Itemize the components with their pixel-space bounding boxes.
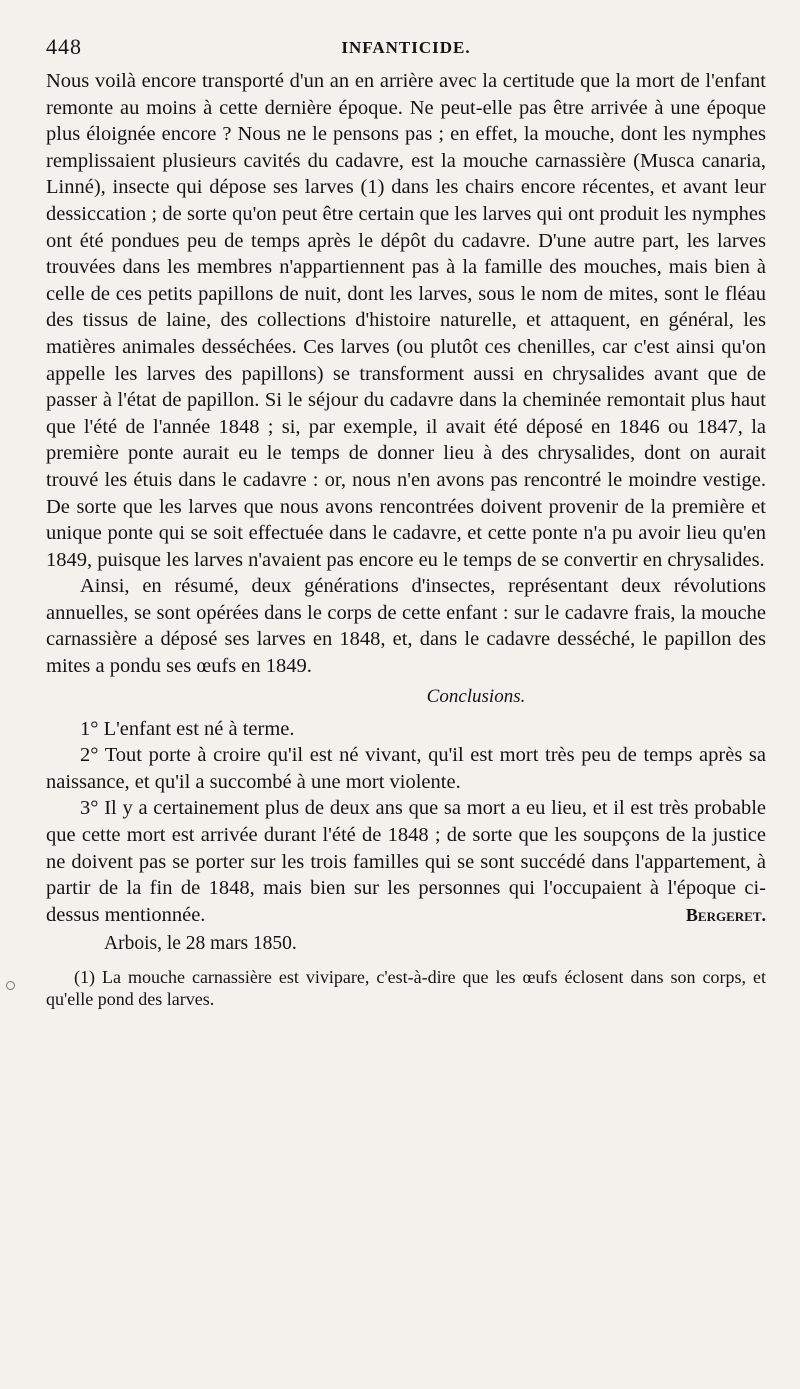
place-date: Arbois, le 28 mars 1850. xyxy=(104,933,297,955)
section-heading: Conclusions. xyxy=(426,685,526,707)
page-header xyxy=(46,34,766,68)
margin-mark xyxy=(6,981,15,990)
paragraph-2: Ainsi, en résumé, deux générations d'insectes, représentant deux révolutions annuelles, se sont opérées dans le corps de cette enfant : sur le cadavre frais, la mouche carnassière a déposé ses larves en 1848, et, dans le cadavre desséché, le papillon des mites a pondu ses œufs en 1849. xyxy=(46,575,766,678)
conclusion-1: 1° L'enfant est né à terme. xyxy=(80,717,295,740)
conclusion-2: 2° Tout porte à croire qu'il est né vivant, qu'il est mort très peu de temps après sa naissance, et qu'il a succombé à une mort violente. xyxy=(46,744,766,793)
conclusion-3 xyxy=(46,795,766,928)
paragraph-1: Nous voilà encore transporté d'un an en arrière avec la certitude que la mort de l'enfant remonte au moins à cette dernière époque. Ne peut-elle pas être arrivée à une époque plus éloignée encore ? Nous ne le pensons pas ; en effet, la mouche, dont les nymphes remplissaient plusieurs cavités du cadavre, est la mouche carnassière (Musca canaria, Linné), insecte qui dépose ses larves (1) dans les chairs encore récentes, et avant leur dessiccation ; de sorte qu'on peut être certain que les larves qui ont produit les nymphes ont été pondues peu de temps après le dépôt du cadavre. D'une autre part, les larves trouvées dans les membres n'appartiennent pas à la famille des mouches, mais bien à celle de ces petits papillons de nuit, dont les larves, sous le nom de mites, sont le fléau des tissus de laine, des collections d'histoire naturelle, et attaquent, en général, les matières animales desséchées. Ces larves (ou plutôt ces chenilles, car c'est ainsi qu'on appelle les larves des papillons) se transforment aussi en chrysalides avant que de passer à l'état de papillon. Si le séjour du cadavre dans la cheminée remontait plus haut que l'été de l'année 1848 ; si, par exemple, il avait été déposé en 1846 ou 1847, la première ponte aurait eu le temps de donner lieu à des chrysalides, dont on aurait trouvé les étuis dans le cadavre : or, nous n'en avons pas rencontré le moindre vestige. De sorte que les larves que nous avons rencontrées doivent provenir de la première et unique ponte qui se soit effectuée dans le cadavre, et cette ponte n'a pu avoir lieu qu'en 1849, puisque les larves n'avaient pas encore eu le temps de se convertir en chrysalides. xyxy=(46,70,766,571)
running-title: INFANTICIDE. xyxy=(341,38,471,57)
page-number: 448 xyxy=(46,34,82,59)
conclusion-3-text: 3° Il y a certainement plus de deux ans que sa mort a eu lieu, et il est très probable que cette mort est arrivée durant l'été de 1848 ; de sorte que les soupçons de la justice ne doivent pas se porter sur les trois familles qui se sont succédé dans l'appartement, à partir de la fin de 1848, mais bien sur les personnes qui l'occupaient à l'époque ci-dessus mentionnée. xyxy=(46,797,766,926)
footnote: (1) La mouche carnassière est vivipare, c'est-à-dire que les œufs éclosent dans son corps, et qu'elle pond des larves. xyxy=(46,967,766,1010)
body-text xyxy=(46,68,766,928)
author-signature: Bergeret. xyxy=(685,904,766,925)
